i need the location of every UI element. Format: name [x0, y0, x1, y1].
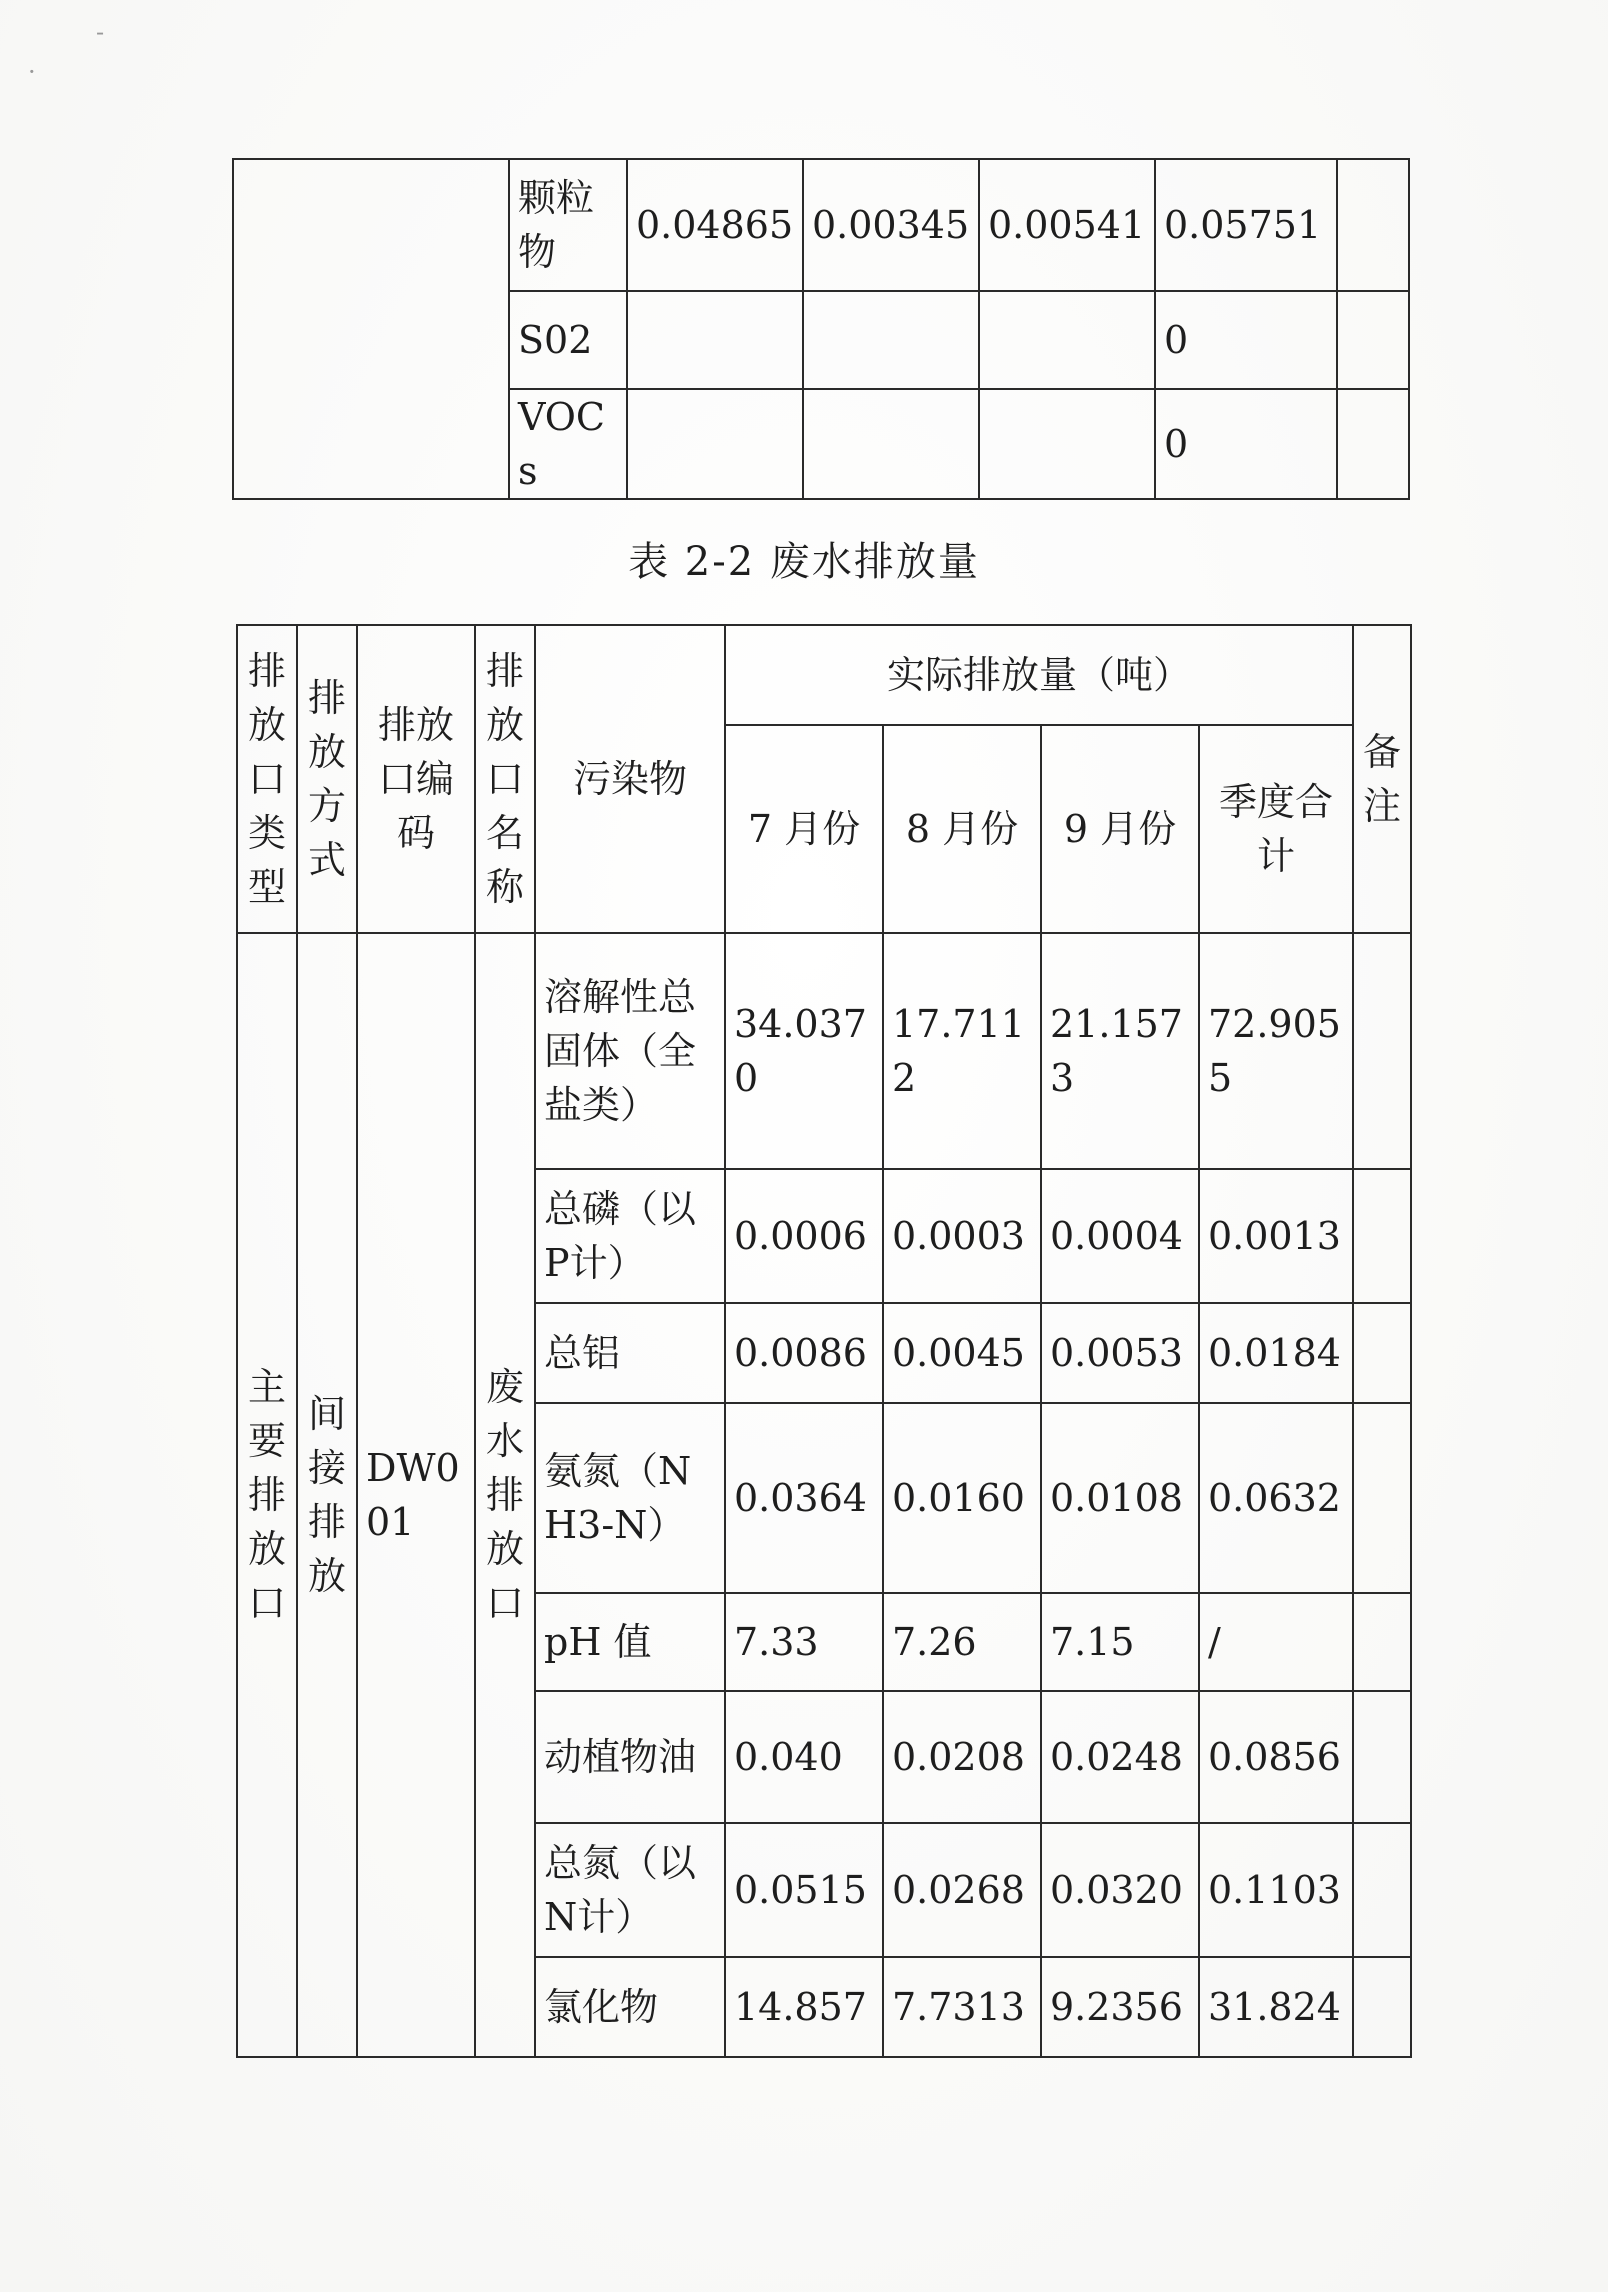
value-cell: 0.0632	[1199, 1403, 1353, 1593]
note-cell	[1353, 1303, 1411, 1403]
note-cell	[1353, 1691, 1411, 1823]
value-cell: 0.00541	[979, 159, 1155, 291]
value-cell: 0.0086	[725, 1303, 883, 1403]
header-actual-emission: 实际排放量（吨）	[725, 625, 1353, 725]
pollutant-cell: 总铝	[535, 1303, 725, 1403]
value-cell	[627, 389, 803, 499]
value-cell: 0.0045	[883, 1303, 1041, 1403]
value-cell: 0.0208	[883, 1691, 1041, 1823]
value-cell: 0.0003	[883, 1169, 1041, 1303]
pollutant-cell: 颗粒物	[509, 159, 627, 291]
pollutant-cell: S02	[509, 291, 627, 389]
value-cell: 14.857	[725, 1957, 883, 2057]
value-cell: 0.0364	[725, 1403, 883, 1593]
note-cell	[1353, 933, 1411, 1169]
pollutant-cell: 氯化物	[535, 1957, 725, 2057]
wastewater-emission-table	[236, 624, 1412, 2058]
value-cell: 7.26	[883, 1593, 1041, 1691]
header-july: 7 月份	[725, 725, 883, 933]
value-cell: 0	[1155, 389, 1337, 499]
note-cell	[1337, 291, 1409, 389]
scan-speck: -	[96, 18, 105, 46]
value-cell: 7.7313	[883, 1957, 1041, 2057]
outlet-type-cell: 主要排放口	[237, 933, 297, 2057]
pollutant-cell: 动植物油	[535, 1691, 725, 1823]
value-cell: 0.0856	[1199, 1691, 1353, 1823]
pollutant-cell: VOCs	[509, 389, 627, 499]
value-cell: 0.00345	[803, 159, 979, 291]
value-cell: 0.0515	[725, 1823, 883, 1957]
value-cell: 34.0370	[725, 933, 883, 1169]
value-cell: 0.0160	[883, 1403, 1041, 1593]
value-cell: 0.040	[725, 1691, 883, 1823]
value-cell: 0	[1155, 291, 1337, 389]
value-cell: 7.15	[1041, 1593, 1199, 1691]
value-cell: 21.1573	[1041, 933, 1199, 1169]
value-cell: 0.0184	[1199, 1303, 1353, 1403]
note-cell	[1353, 1957, 1411, 2057]
value-cell: /	[1199, 1593, 1353, 1691]
value-cell: 0.0248	[1041, 1691, 1199, 1823]
outlet-name-cell: 废水排放口	[475, 933, 535, 2057]
header-september: 9 月份	[1041, 725, 1199, 933]
header-outlet-type: 排放口类型	[237, 625, 297, 933]
value-cell	[803, 291, 979, 389]
note-cell	[1353, 1593, 1411, 1691]
value-cell: 0.0006	[725, 1169, 883, 1303]
pollutant-cell: 总氮（以N计）	[535, 1823, 725, 1957]
header-outlet-name: 排放口名称	[475, 625, 535, 933]
header-discharge-method: 排放方式	[297, 625, 357, 933]
header-remark: 备注	[1353, 625, 1411, 933]
value-cell: 17.7112	[883, 933, 1041, 1169]
air-emission-table-continued	[232, 158, 1410, 500]
table-caption: 表 2-2 废水排放量	[628, 539, 980, 585]
note-cell	[1337, 389, 1409, 499]
table-row	[233, 159, 1409, 291]
value-cell	[627, 291, 803, 389]
value-cell: 0.0053	[1041, 1303, 1199, 1403]
value-cell	[979, 389, 1155, 499]
value-cell	[979, 291, 1155, 389]
note-cell	[1337, 159, 1409, 291]
header-pollutant: 污染物	[535, 625, 725, 933]
value-cell: 7.33	[725, 1593, 883, 1691]
merged-empty-cell	[233, 159, 509, 499]
value-cell: 0.0268	[883, 1823, 1041, 1957]
header-row	[237, 625, 1411, 725]
header-august: 8 月份	[883, 725, 1041, 933]
pollutant-cell: 总磷（以P计）	[535, 1169, 725, 1303]
header-outlet-code: 排放口编码	[357, 625, 475, 933]
value-cell: 9.2356	[1041, 1957, 1199, 2057]
discharge-method-cell: 间接排放	[297, 933, 357, 2057]
value-cell: 72.9055	[1199, 933, 1353, 1169]
note-cell	[1353, 1823, 1411, 1957]
value-cell: 0.04865	[627, 159, 803, 291]
value-cell: 0.0108	[1041, 1403, 1199, 1593]
value-cell: 0.0004	[1041, 1169, 1199, 1303]
note-cell	[1353, 1169, 1411, 1303]
pollutant-cell: 氨氮（NH3-N）	[535, 1403, 725, 1593]
value-cell: 0.05751	[1155, 159, 1337, 291]
value-cell: 0.0320	[1041, 1823, 1199, 1957]
pollutant-cell: 溶解性总固体（全盐类）	[535, 933, 725, 1169]
value-cell: 0.0013	[1199, 1169, 1353, 1303]
pollutant-cell: pH 值	[535, 1593, 725, 1691]
value-cell: 31.824	[1199, 1957, 1353, 2057]
header-quarter-total: 季度合计	[1199, 725, 1353, 933]
table-row	[237, 933, 1411, 1169]
value-cell	[803, 389, 979, 499]
value-cell: 0.1103	[1199, 1823, 1353, 1957]
outlet-code-cell: DW001	[357, 933, 475, 2057]
scan-speck: ·	[28, 58, 36, 86]
note-cell	[1353, 1403, 1411, 1593]
